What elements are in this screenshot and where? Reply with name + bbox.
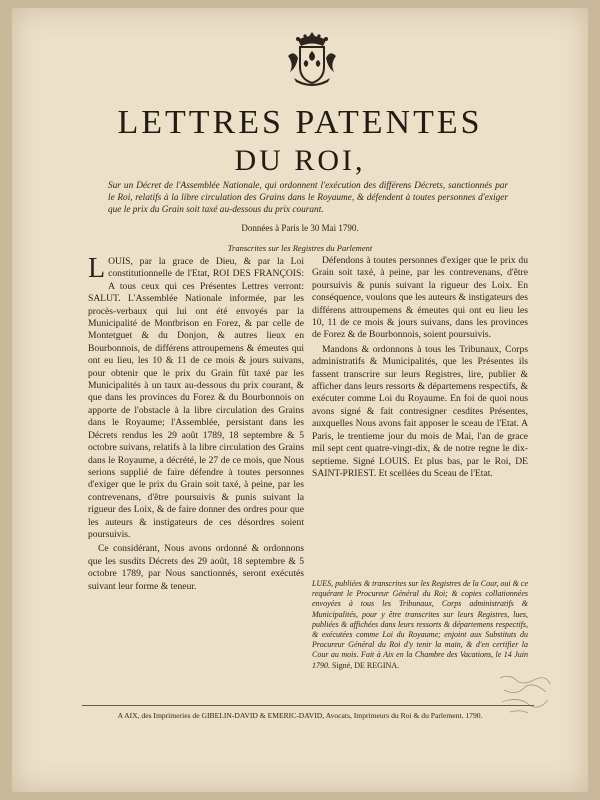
royal-crest-icon — [284, 30, 340, 88]
right-paragraph-2: Mandons & ordonnons à tous les Tribunaux, Corps administratifs & Municipalités, que les Présentes ils fassent transcrire sur leurs Registres, lire, publier & afficher dans leurs ressorts & départemens respectifs, & exécuter comme Loi du Royaume. En foi de quoi nous avons signé & fait contresigner cesdites Présentes, auxquelles Nous avons fait apposer le sceau de l'Etat. A Paris, le trentieme jour du mois de Mai, l'an de grace mil sept cent quatre-vingt-dix, & de notre regne le dix-septieme. Signé LOUIS. Et plus bas, par le Roi, DE SAINT-PRIEST. Et scellées du Sceau de l'Etat. — [312, 343, 528, 479]
left-paragraph-1-text: OUIS, par la grace de Dieu, & par la Loi constitutionnelle de l'Etat, ROI DES FRANÇOIS: A tous ceux qui ces Présentes Lettres verront: SALUT. L'Assemblée Nationale informée, par les procès-verbaux qui lui ont été envoyés par la Municipalité de Montbrison en Forez, & par celle de Montetguet & du Donjon, & autres lieux en Bourbonnois, de différens attroupemens & émeutes qui ont eu lieu, les 10 & 11 de ce mois & jours suivans, pour obtenir que le prix du Grain fût taxé par les Municipalités à un taux au-dessous du prix courant, & que dans les provinces du Forez & du Bourbonnois on apporte de l'obstacle à la libre circulation des Grains dans le Royaume; l'Assemblée, persistant dans les Décrets rendus les 29 août 1789, 18 septembre & 5 octobre suivans, relatifs à la libre circulation des Grains dans le Royaume, a décrété, le 27 de ce mois, que Nous serions supplié de faire défendre à toutes personnes d'exiger que le prix du Grain soit taxé, à peine, par les contrevenans, d'être poursuivis & punis suivant la rigueur des Loix, & de faire donner des ordres pour que les auteurs & instigateurs de ces désordres soient poursuivis. — [88, 256, 304, 540]
right-column — [312, 255, 528, 480]
footer-rule — [82, 705, 534, 706]
subtitle: Sur un Décret de l'Assemblée Nationale, qui ordonnent l'exécution des différens Décrets, sanctionnés par le Roi, relatifs à la libre circulation des Grains dans le Royaume, & défendent à toutes personnes d'exiger que le prix du Grain soit taxé au-dessous du prix courant. — [108, 181, 508, 215]
right-paragraph-1: Défendons à toutes personnes d'exiger que le prix du Grain soit taxé, à peine, par les contrevenans, d'être poursuivis & punis suivant la rigueur des Loix. En conséquence, voulons que les auteurs & instigateurs des différens attroupemens & émeutes qui ont eu lieu les 10, 11 de ce mois & jours suivans, dans les provinces de Forez & de Bourbonnois, soient poursuivis. — [312, 255, 528, 341]
date-line: Données à Paris le 30 Mai 1790. — [241, 223, 359, 233]
registry-note — [312, 579, 528, 671]
left-column — [88, 253, 304, 593]
printer-imprint: A AIX, des Imprimeries de GIBELIN-DAVID & EMERIC-DAVID, Avocats, Imprimeurs du Roi & du Parlement. 1790. — [117, 711, 483, 720]
title-line-1: LETTRES PATENTES — [117, 104, 483, 141]
left-paragraph-2: Ce considérant, Nous avons ordonné & ordonnons que les susdits Décrets des 29 août, 18 septembre & 5 octobre 1789, par Nous sanctionnés, seront exécutés suivant leur forme & teneur. — [88, 543, 304, 592]
drop-cap: L — [88, 253, 106, 284]
document-sheet — [12, 8, 588, 792]
registry-signature: Signé, DE REGINA. — [332, 660, 400, 670]
title-line-2: DU ROI, — [234, 144, 366, 177]
left-paragraph-1 — [88, 253, 304, 541]
transcription-note: Transcrites sur les Registres du Parlement — [227, 243, 373, 253]
registry-text: LUES, publiées & transcrites sur les Registres de la Cour, oui & ce requérant le Procureur Général du Roi; & copies collationnées envoyées à tous les Tribunaux, Corps administratifs & Municipalités, pour y être transcrites sur leurs Registres, lues, publiées & affichées dans leurs ressorts & départemens respectifs, & exécutées comme Loi du Royaume; enjoint aux Substituts du Procureur Général du Roi d'y tenir la main, & d'en certifier la Cour au mois. Fait à Aix en la Chambre des Vacations, le 14 Juin 1790. — [312, 579, 528, 670]
